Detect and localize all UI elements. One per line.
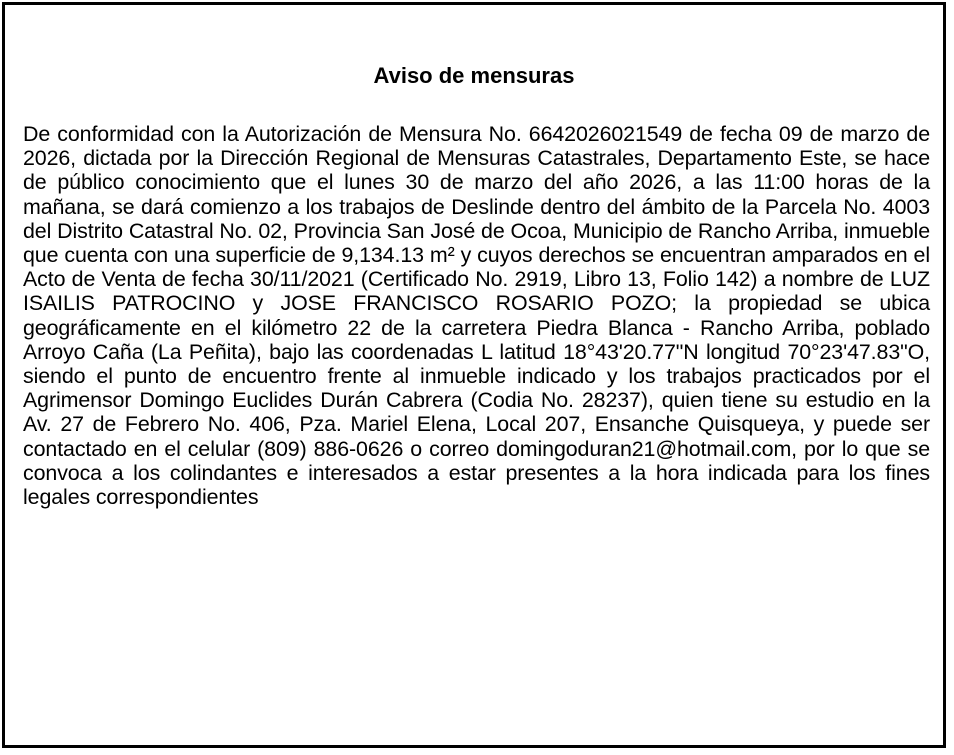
- notice-frame: [2, 2, 946, 748]
- notice-title: Aviso de mensuras: [373, 63, 575, 88]
- notice-body-text: De conformidad con la Autorización de Mensura No. 6642026021549 de fecha 09 de marzo de 2026, dictada por la Dirección Regional de Mensuras Catastrales, Departamento Este, se hace de público conocimiento que el lunes 30 de marzo del año 2026, a las 11:00 horas de la mañana, se dará comienzo a los trabajos de Deslinde dentro del ámbito de la Parcela No. 4003 del Distrito Catastral No. 02, Provincia San José de Ocoa, Municipio de Rancho Arriba, inmueble que cuenta con una superficie de 9,134.13 m² y cuyos derechos se encuentran amparados en el Acto de Venta de fecha 30/11/2021 (Certificado No. 2919, Libro 13, Folio 142) a nombre de LUZ ISAILIS PATROCINO y JOSE FRANCISCO ROSARIO POZO; la propiedad se ubica geográficamente en el kilómetro 22 de la carretera Piedra Blanca - Rancho Arriba, poblado Arroyo Caña (La Peñita), bajo las coordenadas L latitud 18°43'20.77"N longitud 70°23'47.83"O, siendo el punto de encuentro frente al inmueble indicado y los trabajos practicados por el Agrimensor Domingo Euclides Durán Cabrera (Codia No. 28237), quien tiene su estudio en la Av. 27 de Febrero No. 406, Pza. Mariel Elena, Local 207, Ensanche Quisqueya, y puede ser contactado en el celular (809) 886-0626 o correo domingoduran21@hotmail.com, por lo que se convoca a los colindantes e interesados a estar presentes a la hora indicada para los fines legales correspondientes: [23, 122, 930, 510]
